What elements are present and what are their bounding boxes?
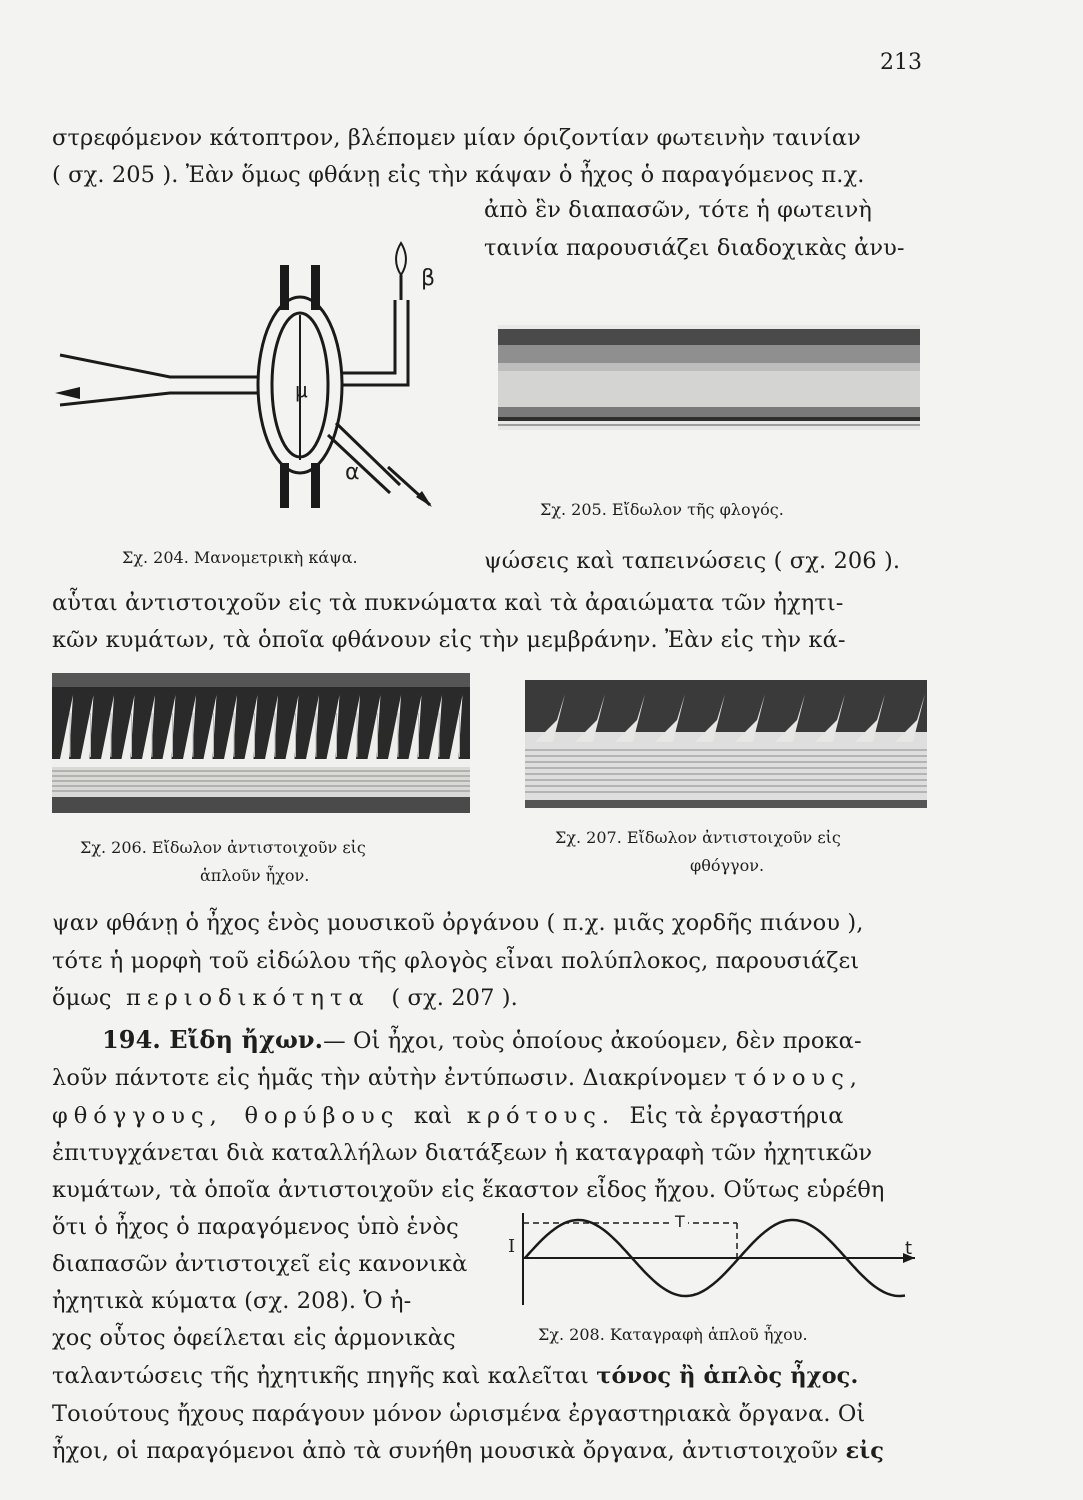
text-line: ταινία παρουσιάζει διαδοχικὰς ἀνυ- xyxy=(484,235,905,261)
emphasis-tones: τόνους, xyxy=(734,1065,863,1091)
text-span: ὅμως xyxy=(52,985,112,1011)
text-line xyxy=(52,985,518,1011)
flame-icon xyxy=(396,243,406,275)
text-line xyxy=(52,1363,858,1389)
figure-205-caption: Σχ. 205. Εἴδωλον τῆς φλογός. xyxy=(540,500,784,519)
label-mu: μ xyxy=(295,378,308,402)
emphasis-crashes: κρότους. xyxy=(466,1103,616,1129)
text-line: τότε ἡ μορφὴ τοῦ εἰδώλου τῆς φλογὸς εἶναι πολύπλοκος, παρουσιάζει xyxy=(52,948,860,974)
text-line: στρεφόμενον κάτοπτρον, βλέπομεν μίαν όριζοντίαν φωτεινὴν ταινίαν xyxy=(52,125,861,151)
text-line: ψαν φθάνῃ ὁ ἦχος ἑνὸς μουσικοῦ ὀργάνου ( π.χ. μιᾶς χορδῆς πιάνου ), xyxy=(52,910,864,936)
text-line: Τοιούτους ἤχους παράγουν μόνον ὡρισμένα ἐργαστηριακὰ ὄργανα. Οἱ xyxy=(52,1401,866,1427)
text-line: χος οὗτος ὀφείλεται εἰς ἁρμονικὰς xyxy=(52,1325,456,1351)
text-span: εἰς xyxy=(845,1438,885,1464)
figure-208-sine-wave xyxy=(505,1205,925,1320)
text-line: ἐπιτυγχάνεται διὰ καταλλήλων διατάξεων ἡ καταγραφὴ τῶν ἠχητικῶν xyxy=(52,1140,873,1166)
text-line: ἀπὸ ἓν διαπασῶν, τότε ἡ φωτεινὴ xyxy=(484,197,872,223)
figure-205-flame-band xyxy=(498,325,920,430)
emphasis-simple-sound: τόνος ἢ ἁπλὸς ἦχος. xyxy=(596,1363,859,1389)
text-line: ὅτι ὁ ἦχος ὁ παραγόμενος ὑπὸ ἑνὸς xyxy=(52,1214,459,1240)
text-line: ἠχητικὰ κύματα (σχ. 208). Ὁ ἠ- xyxy=(52,1288,412,1314)
section-heading-line xyxy=(102,1025,862,1054)
figure-207-caption-line2: φθόγγον. xyxy=(690,856,765,875)
text-span: καὶ xyxy=(413,1103,453,1129)
emphasis-noises: θορύβους xyxy=(244,1103,400,1129)
figure-204-manometric-capsule xyxy=(50,235,450,520)
label-T: T xyxy=(672,1212,688,1231)
text-span: ταλαντώσεις τῆς ἠχητικῆς πηγῆς καὶ καλεῖται xyxy=(52,1363,589,1389)
label-beta: β xyxy=(421,266,436,291)
label-alpha: α xyxy=(345,460,360,485)
text-span: ( σχ. 207 ). xyxy=(391,985,518,1011)
arrow-in-icon xyxy=(55,387,80,399)
text-span: — Οἱ ἦχοι, τοὺς ὁποίους ἀκούομεν, δὲν προκα- xyxy=(323,1028,862,1054)
figure-208-caption: Σχ. 208. Καταγραφὴ ἁπλοῦ ἦχου. xyxy=(538,1325,808,1344)
label-I: I xyxy=(508,1236,516,1257)
text-line xyxy=(52,1103,844,1129)
text-line: ψώσεις καὶ ταπεινώσεις ( σχ. 206 ). xyxy=(484,548,901,574)
figure-206-simple-tone-image xyxy=(52,673,470,813)
text-line: διαπασῶν ἀντιστοιχεῖ εἰς κανονικὰ xyxy=(52,1251,468,1277)
figure-207-note-image xyxy=(525,680,927,808)
page-number: 213 xyxy=(880,50,922,75)
label-t: t xyxy=(905,1238,913,1259)
text-line xyxy=(52,1438,884,1464)
section-heading: 194. Εἴδη ἤχων. xyxy=(102,1025,324,1054)
text-line: ( σχ. 205 ). Ἐὰν ὅμως φθάνῃ εἰς τὴν κάψαν ὁ ἦχος ὁ παραγόμενος π.χ. xyxy=(52,162,865,188)
text-span: Εἰς τὰ ἐργαστήρια xyxy=(629,1103,844,1129)
figure-204-caption: Σχ. 204. Μανομετρικὴ κάψα. xyxy=(122,548,358,567)
emphasis-notes: φθόγγους, xyxy=(52,1103,223,1129)
text-line xyxy=(52,1065,863,1091)
text-line: κῶν κυμάτων, τὰ ὁποῖα φθάνουν εἰς τὴν μεμβράνην. Ἐὰν εἰς τὴν κά- xyxy=(52,627,846,653)
figure-207-caption-line1: Σχ. 207. Εἴδωλον ἀντιστοιχοῦν εἰς xyxy=(555,828,841,847)
figure-206-caption-line1: Σχ. 206. Εἴδωλον ἀντιστοιχοῦν εἰς xyxy=(80,838,366,857)
text-line: κυμάτων, τὰ ὁποῖα ἀντιστοιχοῦν εἰς ἕκαστον εἶδος ἤχου. Οὕτως εὑρέθη xyxy=(52,1177,885,1203)
figure-206-caption-line2: ἁπλοῦν ἦχον. xyxy=(200,866,310,885)
text-span: λοῦν πάντοτε εἰς ἡμᾶς τὴν αὐτὴν ἐντύπωσιν. Διακρίνομεν xyxy=(52,1065,728,1091)
emphasis-periodicity: περιοδικότητα xyxy=(126,985,370,1011)
text-line: αὗται ἀντιστοιχοῦν εἰς τὰ πυκνώματα καὶ τὰ ἀραιώματα τῶν ἠχητι- xyxy=(52,590,844,616)
text-span: ἦχοι, οἱ παραγόμενοι ἀπὸ τὰ συνήθη μουσικὰ ὄργανα, ἀντιστοιχοῦν xyxy=(52,1438,839,1464)
